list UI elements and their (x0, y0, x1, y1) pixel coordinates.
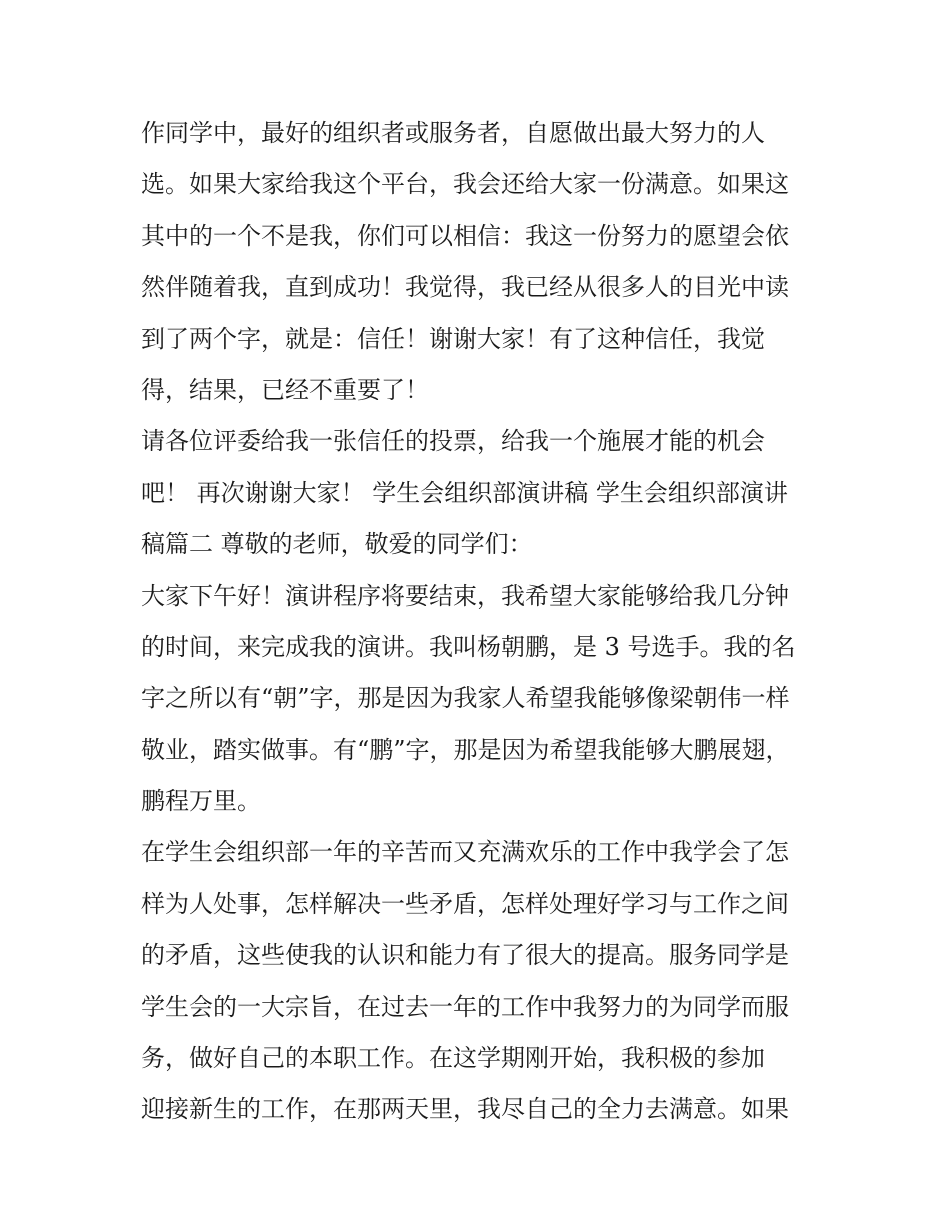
text-line: 学生会的一大宗旨，在过去一年的工作中我努力的为同学而服 (141, 992, 789, 1021)
text-line: 选。如果大家给我这个平台，我会还给大家一份满意。如果这 (141, 170, 789, 199)
text-line: 然伴随着我，直到成功！我觉得，我已经从很多人的目光中读 (141, 273, 789, 302)
text-line: 在学生会组织部一年的辛苦而又充满欢乐的工作中我学会了怎 (141, 838, 789, 867)
text-line: 的时间，来完成我的演讲。我叫杨朝鹏，是 3 号选手。我的名 (141, 632, 796, 661)
text-line: 得，结果，已经不重要了！ (141, 375, 429, 404)
text-line: 其中的一个不是我，你们可以相信：我这一份努力的愿望会依 (141, 221, 789, 250)
text-line: 字之所以有“朝”字，那是因为我家人希望我能够像梁朝伟一样 (141, 684, 790, 713)
document-body (141, 108, 821, 1136)
text-line: 敬业，踏实做事。有“鹏”字，那是因为希望我能够大鹏展翅， (141, 735, 790, 764)
text-line: 稿篇二 尊敬的老师，敬爱的同学们： (141, 530, 533, 559)
text-line: 鹏程万里。 (141, 787, 261, 816)
text-line: 迎接新生的工作，在那两天里，我尽自己的全力去满意。如果 (141, 1095, 789, 1124)
text-line: 到了两个字，就是：信任！谢谢大家！有了这种信任，我觉 (141, 324, 765, 353)
text-line: 吧！ 再次谢谢大家！ 学生会组织部演讲稿 学生会组织部演讲 (141, 478, 788, 507)
text-line: 务，做好自己的本职工作。在这学期刚开始，我积极的参加 (141, 1044, 765, 1073)
text-line: 样为人处事，怎样解决一些矛盾，怎样处理好学习与工作之间 (141, 889, 789, 918)
text-line: 作同学中，最好的组织者或服务者，自愿做出最大努力的人 (141, 119, 765, 147)
text-line: 的矛盾，这些使我的认识和能力有了很大的提高。服务同学是 (141, 941, 789, 970)
text-line: 大家下午好！演讲程序将要结束，我希望大家能够给我几分钟 (141, 581, 789, 610)
text-line: 请各位评委给我一张信任的投票，给我一个施展才能的机会 (141, 427, 765, 456)
